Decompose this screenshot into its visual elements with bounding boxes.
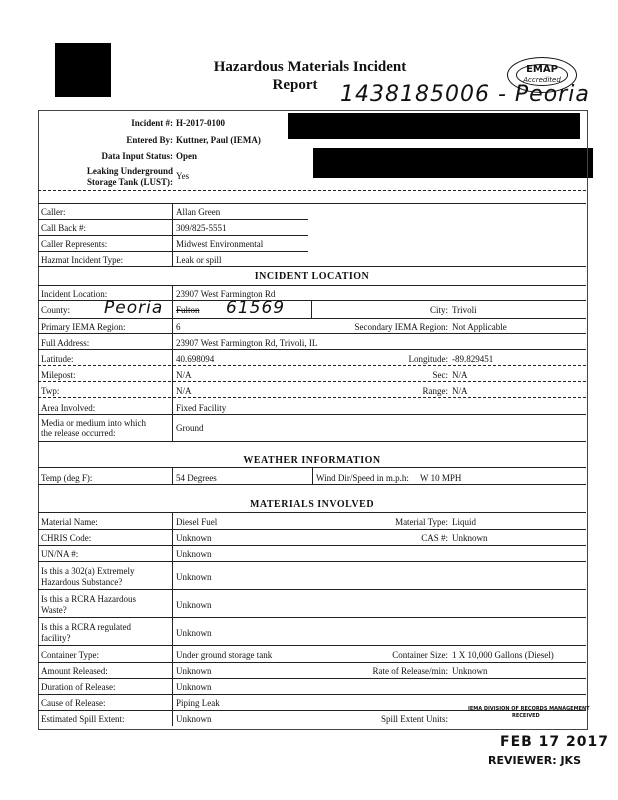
- media-value: Ground: [176, 423, 204, 433]
- weather-divider-1: [172, 467, 173, 484]
- rule-mat-6: [38, 645, 586, 646]
- location-value: 23907 West Farmington Rd: [176, 289, 276, 299]
- longitude-label: Longitude:: [408, 354, 448, 364]
- rule-mat-3: [38, 561, 586, 562]
- un-label: UN/NA #:: [41, 549, 79, 559]
- rule-loc-3: [38, 333, 586, 334]
- incident-number: H-2017-0100: [176, 118, 225, 128]
- caller-value: Allan Green: [176, 207, 221, 217]
- secondary-region-value: Not Applicable: [452, 322, 507, 332]
- handwritten-reference: 1438185006 - Peoria: [340, 82, 590, 107]
- rule-mat-8: [38, 678, 586, 679]
- material-type-label: Material Type:: [395, 517, 448, 527]
- seal-sub: Accredited: [523, 76, 561, 84]
- represents-label: Caller Represents:: [41, 239, 108, 249]
- rate-value: Unknown: [452, 666, 488, 676]
- rate-label: Rate of Release/min:: [372, 666, 448, 676]
- stamp-reviewer: REVIEWER: JKS: [488, 754, 581, 767]
- rcra-label-2: Waste?: [41, 605, 67, 615]
- callback-value: 309/825-5551: [176, 223, 227, 233]
- chris-value: Unknown: [176, 533, 212, 543]
- extent-value: Unknown: [176, 714, 212, 724]
- area-label: Area Involved:: [41, 403, 96, 413]
- cas-label: CAS #:: [421, 533, 448, 543]
- rule-loc-4: [38, 349, 586, 350]
- county-handwritten: Peoria: [104, 298, 164, 318]
- rule-mat-top: [38, 512, 586, 513]
- location-header: INCIDENT LOCATION: [254, 271, 370, 282]
- temp-value: 54 Degrees: [176, 473, 217, 483]
- amount-value: Unknown: [176, 666, 212, 676]
- rcra-facility-label-1: Is this a RCRA regulated: [41, 622, 131, 632]
- rule-mat-5: [38, 617, 586, 618]
- extent-label: Estimated Spill Extent:: [41, 714, 125, 724]
- entered-by: Kuttner, Paul (IEMA): [176, 135, 261, 145]
- rcra-facility-value: Unknown: [176, 628, 212, 638]
- title-line-1: Hazardous Materials Incident: [213, 59, 407, 75]
- weather-header: WEATHER INFORMATION: [243, 455, 381, 466]
- ehs-label-1: Is this a 302(a) Extremely: [41, 566, 135, 576]
- media-label-2: the release occurred:: [41, 428, 116, 438]
- status-label: Data Input Status:: [101, 151, 173, 161]
- material-name-value: Diesel Fuel: [176, 517, 218, 527]
- rule-loc-7: [38, 397, 586, 398]
- city-value: Trivoli: [452, 305, 477, 315]
- rcra-facility-label-2: facility?: [41, 633, 71, 643]
- twp-value: N/A: [176, 386, 192, 396]
- ehs-label-2: Hazardous Substance?: [41, 577, 123, 587]
- county-value: Fulton: [176, 305, 200, 315]
- rule-mat-2: [38, 545, 586, 546]
- rcra-value: Unknown: [176, 600, 212, 610]
- rule-caller-bottom: [38, 266, 586, 267]
- sec-value: N/A: [452, 370, 468, 380]
- rule-mat-1: [38, 529, 586, 530]
- caller-label: Caller:: [41, 207, 66, 217]
- city-label: City:: [429, 305, 448, 315]
- amount-label: Amount Released:: [41, 666, 108, 676]
- county-label: County:: [41, 305, 71, 315]
- cause-label: Cause of Release:: [41, 698, 106, 708]
- incident-type-value: Leak or spill: [176, 255, 222, 265]
- stamp-received: RECEIVED: [512, 713, 540, 719]
- cause-value: Piping Leak: [176, 698, 220, 708]
- media-label-1: Media or medium into which: [41, 418, 146, 428]
- redaction-logo: [55, 43, 111, 97]
- zip-handwritten: 61569: [226, 298, 286, 318]
- ehs-value: Unknown: [176, 572, 212, 582]
- lust-label-2: Storage Tank (LUST):: [86, 177, 173, 187]
- incident-number-label: Incident #:: [131, 118, 173, 128]
- material-name-label: Material Name:: [41, 517, 98, 527]
- wind-label: Wind Dir/Speed in m.p.h:: [316, 473, 409, 483]
- duration-value: Unknown: [176, 682, 212, 692]
- rule-caller-top: [38, 203, 586, 204]
- wind-value: W 10 MPH: [420, 473, 462, 483]
- rule-loc-top: [38, 285, 586, 286]
- rule-incident-bottom: [38, 190, 586, 191]
- rule-loc-5: [38, 365, 586, 366]
- rule-caller-1: [38, 219, 308, 220]
- container-size-value: 1 X 10,000 Gallons (Diesel): [452, 650, 554, 660]
- un-value: Unknown: [176, 549, 212, 559]
- twp-label: Twp:: [41, 386, 60, 396]
- incident-type-label: Hazmat Incident Type:: [41, 255, 124, 265]
- range-value: N/A: [452, 386, 468, 396]
- rule-weather-bottom: [38, 484, 586, 485]
- location-label: Incident Location:: [41, 289, 108, 299]
- primary-region-value: 6: [176, 322, 181, 332]
- represents-value: Midwest Environmental: [176, 239, 264, 249]
- seal-name: EMAP: [526, 64, 558, 75]
- container-size-label: Container Size:: [392, 650, 448, 660]
- status-value: Open: [176, 151, 198, 161]
- material-type-value: Liquid: [452, 517, 476, 527]
- rule-caller-2: [38, 235, 308, 236]
- full-address-value: 23907 West Farmington Rd, Trivoli, IL: [176, 338, 318, 348]
- latitude-label: Latitude:: [41, 354, 74, 364]
- rule-loc-6: [38, 381, 586, 382]
- container-type-value: Under ground storage tank: [176, 650, 273, 660]
- sec-label: Sec:: [432, 370, 448, 380]
- weather-divider-2: [312, 467, 313, 484]
- primary-region-label: Primary IEMA Region:: [41, 322, 126, 332]
- latitude-value: 40.698094: [176, 354, 215, 364]
- county-box: [172, 300, 312, 319]
- rule-loc-2: [38, 318, 586, 319]
- rcra-label-1: Is this a RCRA Hazardous: [41, 594, 136, 604]
- rule-loc-bottom: [38, 441, 586, 442]
- materials-header: MATERIALS INVOLVED: [249, 499, 375, 510]
- secondary-region-label: Secondary IEMA Region:: [354, 322, 448, 332]
- temp-label: Temp (deg F):: [41, 473, 93, 483]
- cas-value: Unknown: [452, 533, 488, 543]
- full-address-label: Full Address:: [41, 338, 90, 348]
- rule-loc-8: [38, 414, 586, 415]
- title-line-2: Report: [272, 77, 318, 93]
- milepost-label: Milepost:: [41, 370, 76, 380]
- emap-seal: [507, 57, 577, 93]
- range-label: Range:: [422, 386, 448, 396]
- longitude-value: -89.829451: [452, 354, 494, 364]
- rule-mat-7: [38, 662, 586, 663]
- stamp-division: IEMA DIVISION OF RECORDS MANAGEMENT: [468, 706, 590, 712]
- rule-caller-3: [38, 251, 308, 252]
- callback-label: Call Back #:: [41, 223, 86, 233]
- lust-label-1: Leaking Underground: [86, 166, 173, 176]
- stamp-date: FEB 17 2017: [500, 734, 609, 750]
- chris-label: CHRIS Code:: [41, 533, 92, 543]
- lust-value: Yes: [176, 171, 190, 181]
- area-value: Fixed Facility: [176, 403, 227, 413]
- entered-by-label: Entered By:: [126, 135, 173, 145]
- container-type-label: Container Type:: [41, 650, 99, 660]
- rule-mat-9: [38, 694, 586, 695]
- milepost-value: N/A: [176, 370, 192, 380]
- extent-units-label: Spill Extent Units:: [380, 714, 448, 724]
- rule-mat-4: [38, 589, 586, 590]
- duration-label: Duration of Release:: [41, 682, 116, 692]
